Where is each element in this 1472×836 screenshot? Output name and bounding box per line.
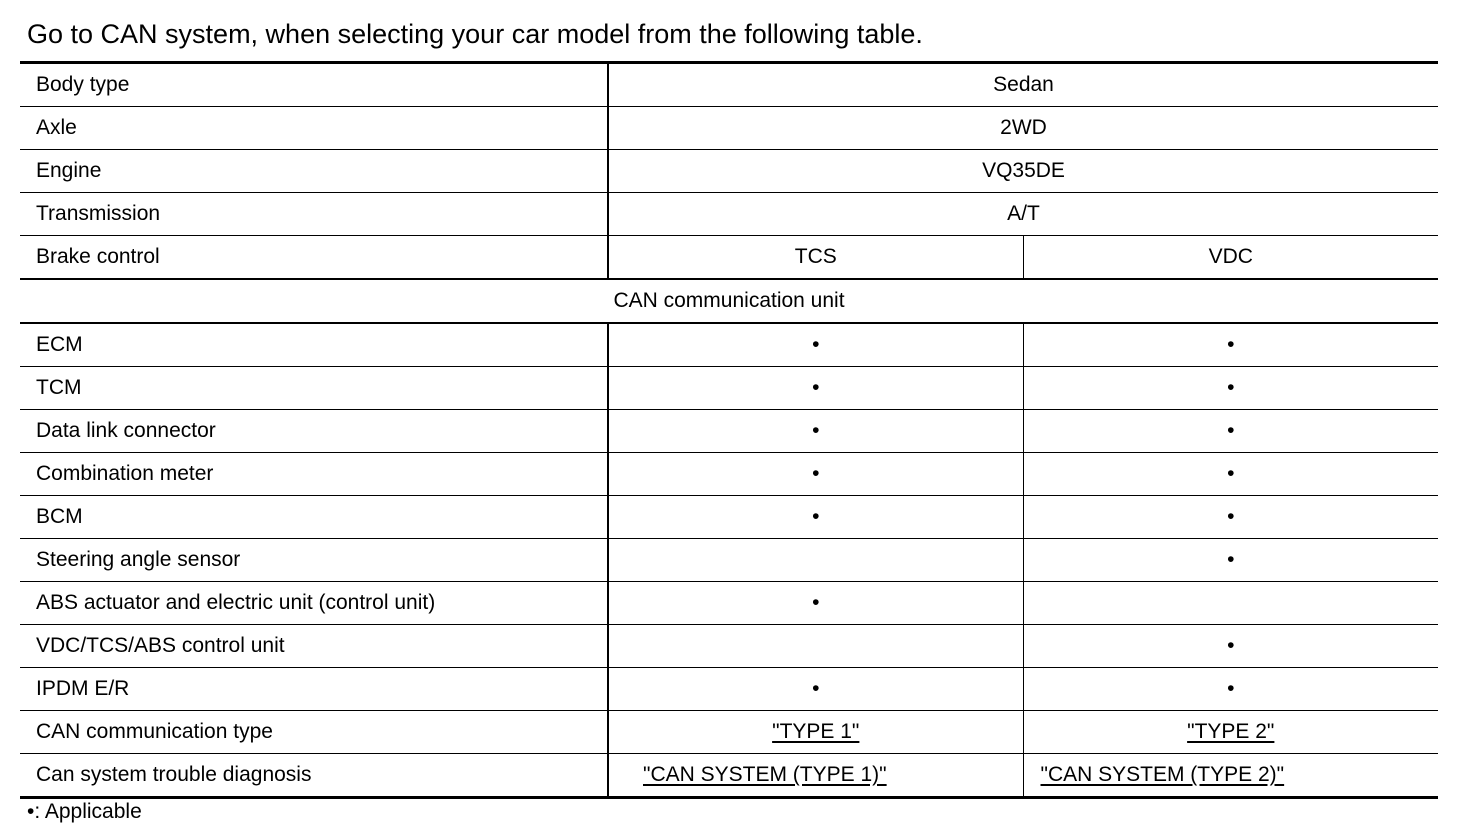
applicable-mark: •: [1023, 668, 1438, 711]
unit-row-tcm: [20, 367, 1438, 410]
spec-value: VQ35DE: [608, 150, 1438, 193]
row-label: Can system trouble diagnosis: [20, 754, 608, 798]
spec-value: 2WD: [608, 107, 1438, 150]
unit-row-combination-meter: [20, 453, 1438, 496]
brake-vdc-header: VDC: [1023, 236, 1438, 280]
applicable-mark: •: [1023, 367, 1438, 410]
unit-row-ipdm-er: [20, 668, 1438, 711]
row-label: Brake control: [20, 236, 608, 280]
page-heading: Go to CAN system, when selecting your car model from the following table.: [27, 19, 923, 49]
type2-cell: [1023, 711, 1438, 754]
section-title-row: [20, 279, 1438, 323]
row-label: Data link connector: [20, 410, 608, 453]
row-label: Combination meter: [20, 453, 608, 496]
row-label: IPDM E/R: [20, 668, 608, 711]
unit-row-bcm: [20, 496, 1438, 539]
spec-row-transmission: [20, 193, 1438, 236]
diagnosis-row: [20, 754, 1438, 798]
applicable-mark: •: [1023, 625, 1438, 668]
unit-row-steering-angle-sensor: [20, 539, 1438, 582]
unit-row-data-link-connector: [20, 410, 1438, 453]
legend-note: •: Applicable: [27, 800, 142, 823]
applicable-mark: •: [608, 496, 1023, 539]
applicable-mark: •: [608, 582, 1023, 625]
row-label: ABS actuator and electric unit (control unit): [20, 582, 608, 625]
row-label: Engine: [20, 150, 608, 193]
applicable-mark: •: [1023, 539, 1438, 582]
applicable-mark: •: [1023, 410, 1438, 453]
type-1-link[interactable]: "TYPE 1": [772, 720, 860, 743]
type-2-link[interactable]: "TYPE 2": [1187, 720, 1275, 743]
applicable-mark: •: [1023, 496, 1438, 539]
type1-cell: [608, 711, 1023, 754]
applicable-mark: •: [608, 410, 1023, 453]
row-label: BCM: [20, 496, 608, 539]
section-title: CAN communication unit: [20, 279, 1438, 323]
spec-value: Sedan: [608, 63, 1438, 107]
row-label: ECM: [20, 323, 608, 367]
brake-tcs-header: TCS: [608, 236, 1023, 280]
unit-row-abs-actuator: [20, 582, 1438, 625]
spec-row-body-type: [20, 63, 1438, 107]
row-label: TCM: [20, 367, 608, 410]
row-label: Transmission: [20, 193, 608, 236]
comm-type-row: [20, 711, 1438, 754]
brake-control-row: [20, 236, 1438, 280]
applicable-mark: [608, 539, 1023, 582]
row-label: Steering angle sensor: [20, 539, 608, 582]
applicable-mark: •: [1023, 323, 1438, 367]
can-system-type-1-link[interactable]: "CAN SYSTEM (TYPE 1)": [643, 763, 887, 786]
applicable-mark: •: [608, 453, 1023, 496]
row-label: Axle: [20, 107, 608, 150]
can-system-table: [20, 61, 1438, 799]
applicable-mark: •: [608, 367, 1023, 410]
spec-row-axle: [20, 107, 1438, 150]
applicable-mark: •: [608, 668, 1023, 711]
unit-row-vdc-tcs-abs-control-unit: [20, 625, 1438, 668]
row-label: CAN communication type: [20, 711, 608, 754]
spec-value: A/T: [608, 193, 1438, 236]
applicable-mark: [608, 625, 1023, 668]
row-label: VDC/TCS/ABS control unit: [20, 625, 608, 668]
applicable-mark: [1023, 582, 1438, 625]
can-system-type-2-link[interactable]: "CAN SYSTEM (TYPE 2)": [1040, 763, 1285, 786]
applicable-mark: •: [1023, 453, 1438, 496]
diagnosis-type2-cell: [1023, 754, 1438, 798]
spec-row-engine: [20, 150, 1438, 193]
diagnosis-type1-cell: [608, 754, 1023, 798]
applicable-mark: •: [608, 323, 1023, 367]
unit-row-ecm: [20, 323, 1438, 367]
row-label: Body type: [20, 63, 608, 107]
